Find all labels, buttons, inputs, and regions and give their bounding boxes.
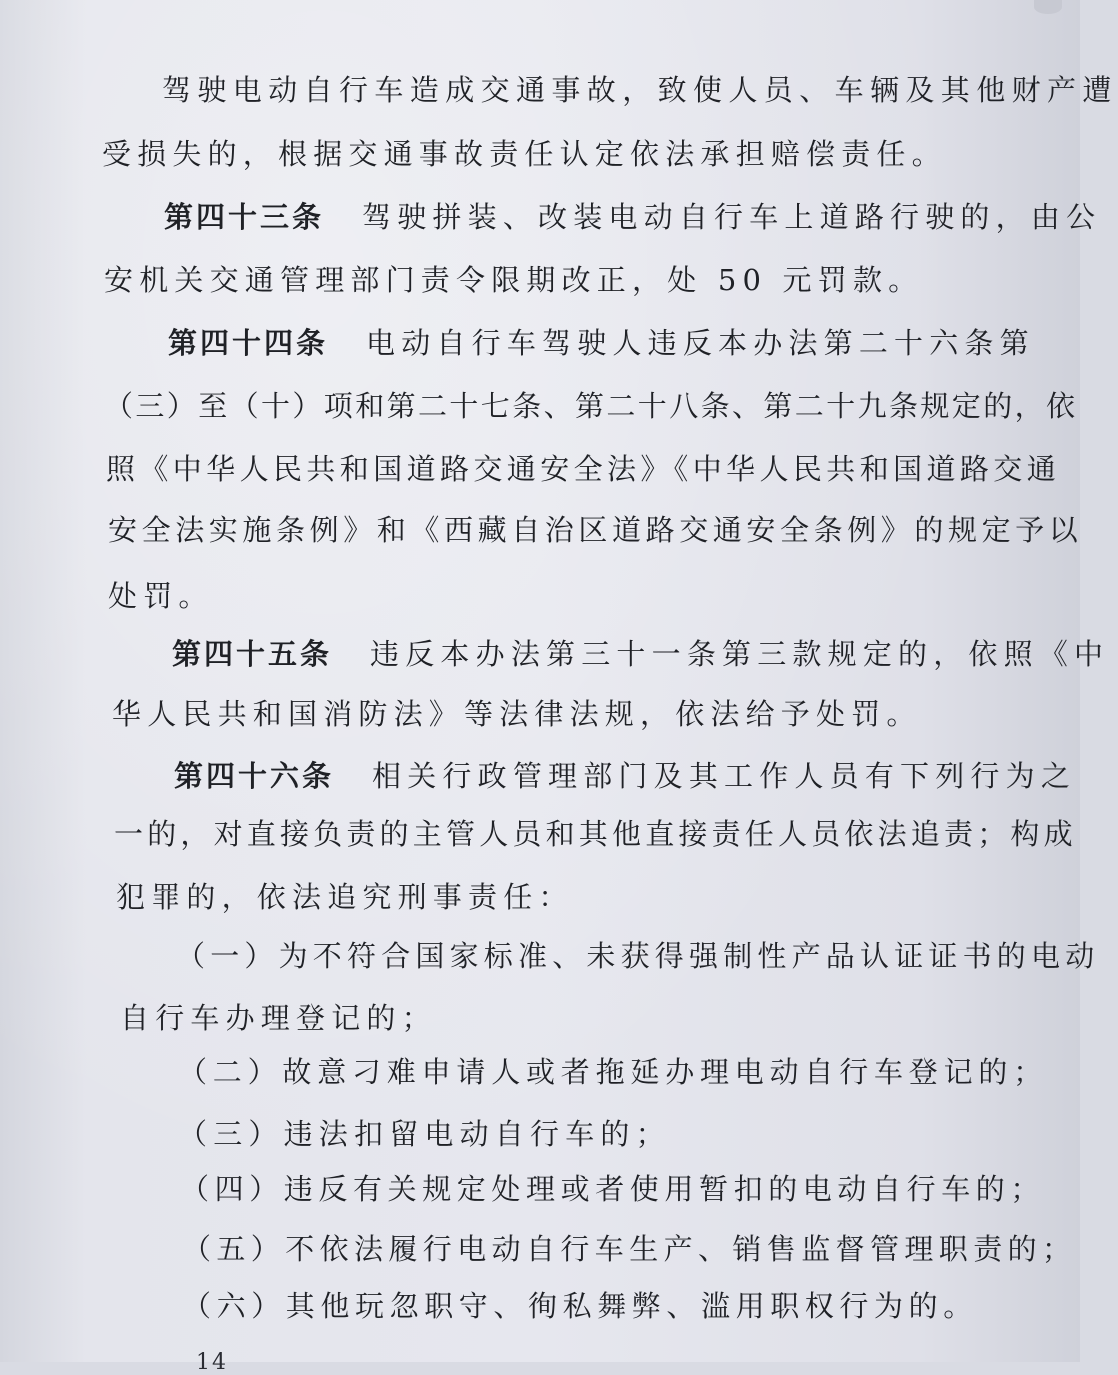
text-line-1: 驾驶电动自行车造成交通事故，致使人员、车辆及其他财产遭 xyxy=(162,73,1118,107)
text-line-8: 安全法实施条例》和《西藏自治区道路交通安全条例》的规定予以 xyxy=(108,513,1083,547)
text-line-11: 华人民共和国消防法》等法律法规，依法给予处罚。 xyxy=(112,697,922,731)
page-number: 14 xyxy=(196,1350,228,1375)
list-item-5: （五）不依法履行电动自行车生产、销售监督管理职责的； xyxy=(182,1232,1077,1266)
article-45-heading: 第四十五条 xyxy=(172,637,333,671)
text-line-4: 安机关交通管理部门责令限期改正，处 50 元罚款。 xyxy=(104,263,924,297)
article-44-text: 电动自行车驾驶人违反本办法第二十六条第 xyxy=(366,326,1035,360)
list-item-1-line-2: 自行车办理登记的； xyxy=(120,1001,437,1035)
article-46-line-1 xyxy=(174,759,1077,793)
article-44-heading: 第四十四条 xyxy=(168,326,329,360)
article-43-line-1 xyxy=(164,200,1102,234)
article-46-heading: 第四十六条 xyxy=(174,759,335,793)
list-item-6: （六）其他玩忽职守、徇私舞弊、滥用职权行为的。 xyxy=(182,1289,978,1323)
text-line-2: 受损失的，根据交通事故责任认定依法承担赔偿责任。 xyxy=(102,137,947,171)
text-line-6: （三）至（十）项和第二十七条、第二十八条、第二十九条规定的，依 xyxy=(104,389,1078,423)
text-line-9: 处罚。 xyxy=(108,579,214,613)
list-item-4: （四）违反有关规定处理或者使用暂扣的电动自行车的； xyxy=(180,1172,1046,1206)
article-46-text: 相关行政管理部门及其工作人员有下列行为之 xyxy=(372,759,1077,793)
list-item-1-line-1: （一）为不符合国家标准、未获得强制性产品认证证书的电动 xyxy=(176,939,1100,973)
article-43-text: 驾驶拼装、改装电动自行车上道路行驶的，由公 xyxy=(362,200,1102,234)
article-43-heading: 第四十三条 xyxy=(164,200,325,234)
article-45-text: 违反本办法第三十一条第三款规定的，依照《中 xyxy=(370,637,1110,671)
article-45-line-1 xyxy=(172,637,1110,671)
page-corner-mark xyxy=(1034,0,1062,14)
text-line-7: 照《中华人民共和国道路交通安全法》《中华人民共和国道路交通 xyxy=(106,452,1061,486)
article-44-line-1 xyxy=(168,326,1035,360)
list-item-2: （二）故意刁难申请人或者拖延办理电动自行车登记的； xyxy=(178,1055,1049,1089)
text-line-14: 犯罪的，依法追究刑事责任： xyxy=(116,880,574,914)
list-item-3: （三）违法扣留电动自行车的； xyxy=(178,1117,671,1151)
text-line-13: 一的，对直接负责的主管人员和其他直接责任人员依法追责；构成 xyxy=(114,817,1077,851)
